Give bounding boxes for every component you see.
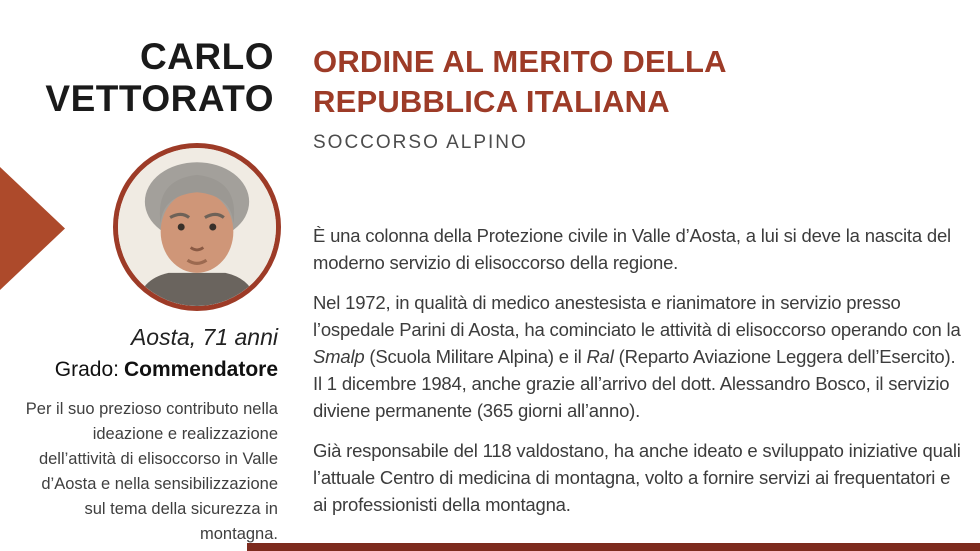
page-title — [313, 42, 973, 122]
grade-value: Commendatore — [123, 358, 278, 381]
bio-paragraph-1: È una colonna della Protezione civile in Valle d’Aosta, a lui si deve la nascita del moderno servizio di elisoccorso della regione. — [313, 225, 951, 273]
bio-paragraph-3: Già responsabile del 118 valdostano, ha anche ideato e sviluppato iniziative quali l’attuale Centro di medicina di montagna, volto a fornire servizi ai frequentatori e ai professionisti della montagna. — [313, 440, 961, 515]
bio-paragraph-2: Nel 1972, in qualità di medico anestesista e rianimatore in servizio presso l’ospedale Parini di Aosta, ha cominciato le attività di elisoccorso operando con la Smalp (Scuola Militare Alpina) e il Ral (Reparto Aviazione Leggera dell’Esercito). Il 1 dicembre 1984, anche grazie all’arrivo del dott. Alessandro Bosco, il servizio diviene permanente (365 giorni all’anno). — [313, 292, 961, 421]
award-subtitle: SOCCORSO ALPINO — [313, 132, 528, 153]
portrait-frame — [113, 143, 281, 311]
citation-text: Per il suo prezioso contributo nella ideazione e realizzazione dell’attività di elisoccorso in Valle d’Aosta e nella sensibilizzazione sul tema della sicurezza in montagna. — [25, 400, 278, 543]
grade-line — [16, 358, 278, 382]
person-origin-age: Aosta, 71 anni — [130, 324, 278, 350]
person-first-name: CARLO — [139, 36, 274, 77]
bottom-bar-decoration — [247, 543, 980, 551]
person-last-name: VETTORATO — [45, 78, 274, 119]
person-name — [16, 36, 274, 120]
left-arrow-decoration — [0, 167, 65, 290]
portrait-photo — [118, 148, 276, 306]
award-title-line2: REPUBBLICA ITALIANA — [313, 84, 670, 119]
bio-text — [313, 222, 965, 518]
award-title-line1: ORDINE AL MERITO DELLA — [313, 44, 727, 79]
grade-label: Grado: — [54, 358, 119, 381]
